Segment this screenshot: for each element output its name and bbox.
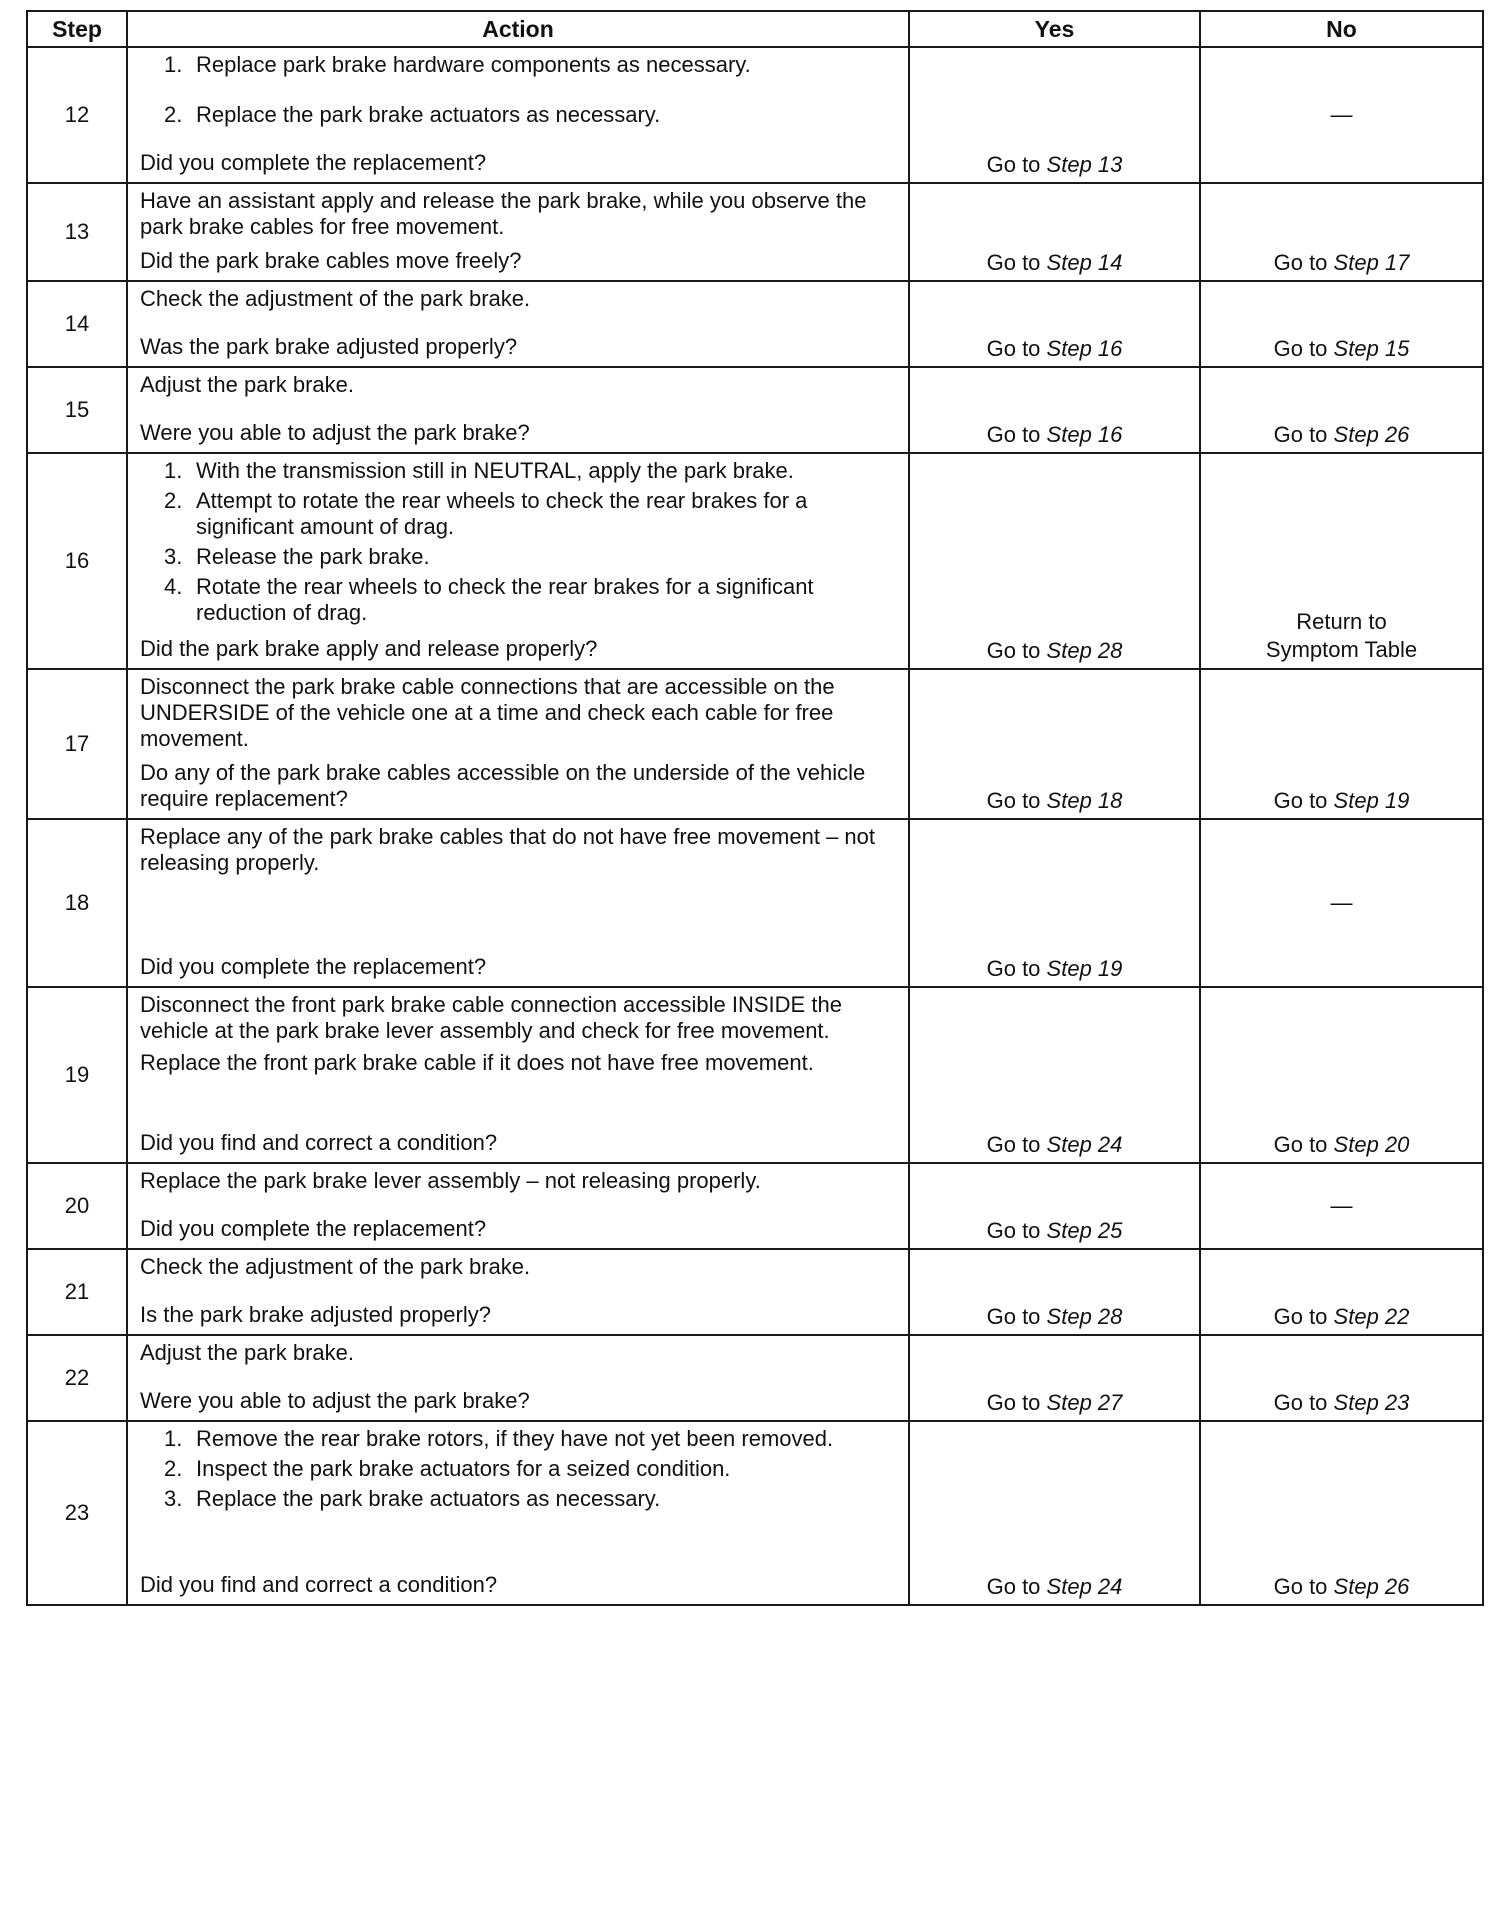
no-cell [1200, 281, 1483, 367]
return-line-1: Return to [1296, 609, 1387, 634]
yes-goto [910, 788, 1199, 814]
action-body [140, 458, 900, 630]
goto-label: Go to [1273, 1132, 1328, 1157]
step-number: 13 [27, 183, 127, 281]
action-cell [127, 1249, 909, 1335]
goto-step: Step 16 [1046, 422, 1123, 447]
action-body [140, 992, 900, 1082]
item-text: Remove the rear brake rotors, if they have not yet been removed. [196, 1426, 834, 1451]
action-question: Were you able to adjust the park brake? [140, 1388, 530, 1413]
no-dash: — [1330, 1193, 1353, 1218]
step-number: 23 [27, 1421, 127, 1605]
step-number: 12 [27, 47, 127, 183]
goto-step: Step 18 [1046, 788, 1123, 813]
action-cell [127, 1421, 909, 1605]
item-number: 1. [164, 1426, 183, 1451]
action-paragraph: Adjust the park brake. [140, 372, 355, 397]
yes-cell [909, 183, 1200, 281]
step-number: 17 [27, 669, 127, 819]
goto-step: Step 14 [1046, 250, 1123, 275]
goto-step: Step 22 [1333, 1304, 1410, 1329]
yes-cell [909, 1163, 1200, 1249]
goto-step: Step 28 [1046, 1304, 1123, 1329]
no-goto [1201, 788, 1482, 814]
no-goto [1201, 1132, 1482, 1158]
no-cell [1200, 367, 1483, 453]
action-cell [127, 281, 909, 367]
action-body [140, 1254, 900, 1286]
action-question: Was the park brake adjusted properly? [140, 334, 518, 359]
yes-cell [909, 987, 1200, 1163]
item-text: Replace the park brake actuators as necessary. [196, 1486, 661, 1511]
action-question: Did the park brake cables move freely? [140, 248, 522, 273]
table-row [27, 987, 1483, 1163]
action-content [140, 52, 900, 176]
yes-cell [909, 1421, 1200, 1605]
yes-goto [910, 638, 1199, 664]
item-number: 2. [164, 1456, 183, 1481]
no-cell [1200, 47, 1483, 183]
goto-step: Step 15 [1333, 336, 1410, 361]
goto-step: Step 24 [1046, 1132, 1123, 1157]
action-question: Were you able to adjust the park brake? [140, 420, 530, 445]
no-goto [1201, 1390, 1482, 1416]
no-goto [1201, 336, 1482, 362]
diagnostic-table-page [26, 10, 1482, 1606]
action-step-item [164, 488, 900, 540]
step-number: 16 [27, 453, 127, 669]
action-content [140, 674, 900, 812]
header-yes: Yes [909, 11, 1200, 47]
action-step-item [164, 458, 900, 484]
yes-cell [909, 367, 1200, 453]
no-cell [1200, 987, 1483, 1163]
action-question: Did the park brake apply and release properly? [140, 636, 598, 661]
step-number: 14 [27, 281, 127, 367]
action-step-item [164, 574, 900, 626]
no-goto [1201, 250, 1482, 276]
action-paragraph: Check the adjustment of the park brake. [140, 286, 531, 311]
table-row [27, 819, 1483, 987]
action-paragraph: Disconnect the front park brake cable connection accessible INSIDE the vehicle at the park brake lever assembly and check for free movement. [140, 992, 842, 1043]
goto-label: Go to [986, 422, 1041, 447]
item-text: With the transmission still in NEUTRAL, apply the park brake. [196, 458, 794, 483]
item-text: Attempt to rotate the rear wheels to check the rear brakes for a significant amount of drag. [196, 488, 808, 539]
yes-goto [910, 1574, 1199, 1600]
return-to-symptom-table [1201, 608, 1482, 664]
action-body [140, 674, 900, 758]
no-cell [1200, 1335, 1483, 1421]
goto-step: Step 24 [1046, 1574, 1123, 1599]
header-action: Action [127, 11, 909, 47]
step-number: 19 [27, 987, 127, 1163]
yes-goto [910, 152, 1199, 178]
yes-goto [910, 336, 1199, 362]
action-body [140, 1340, 900, 1372]
yes-cell [909, 819, 1200, 987]
goto-label: Go to [986, 336, 1041, 361]
action-content [140, 824, 900, 980]
no-cell [1200, 669, 1483, 819]
goto-step: Step 19 [1333, 788, 1410, 813]
header-no: No [1200, 11, 1483, 47]
goto-label: Go to [986, 788, 1041, 813]
yes-cell [909, 281, 1200, 367]
goto-label: Go to [986, 1218, 1041, 1243]
item-number: 1. [164, 52, 183, 77]
action-question: Did you complete the replacement? [140, 954, 487, 979]
no-cell [1200, 453, 1483, 669]
action-paragraph: Disconnect the park brake cable connections that are accessible on the UNDERSIDE of the vehicle one at a time and check each cable for free movement. [140, 674, 835, 751]
action-content [140, 1168, 900, 1242]
action-body [140, 52, 900, 132]
no-goto [1201, 422, 1482, 448]
yes-goto [910, 1304, 1199, 1330]
goto-step: Step 16 [1046, 336, 1123, 361]
goto-label: Go to [986, 250, 1041, 275]
goto-step: Step 23 [1333, 1390, 1410, 1415]
yes-cell [909, 669, 1200, 819]
action-body [140, 1426, 900, 1516]
goto-label: Go to [1273, 1304, 1328, 1329]
action-paragraph: Replace the front park brake cable if it does not have free movement. [140, 1050, 814, 1075]
goto-label: Go to [1273, 1574, 1328, 1599]
action-question: Did you find and correct a condition? [140, 1572, 498, 1597]
table-row [27, 1421, 1483, 1605]
action-question: Do any of the park brake cables accessible on the underside of the vehicle require replacement? [140, 760, 866, 811]
step-number: 18 [27, 819, 127, 987]
action-cell [127, 669, 909, 819]
step-number: 20 [27, 1163, 127, 1249]
action-step-item [164, 1456, 900, 1482]
return-line-2: Symptom Table [1265, 637, 1418, 662]
yes-goto [910, 1390, 1199, 1416]
goto-step: Step 25 [1046, 1218, 1123, 1243]
no-cell [1200, 1421, 1483, 1605]
action-cell [127, 183, 909, 281]
action-body [140, 1168, 900, 1200]
action-paragraph: Replace any of the park brake cables that do not have free movement – not releasing properly. [140, 824, 876, 875]
action-step-item [164, 1426, 900, 1452]
goto-label: Go to [986, 1390, 1041, 1415]
goto-label: Go to [986, 152, 1041, 177]
item-number: 1. [164, 458, 183, 483]
action-question: Is the park brake adjusted properly? [140, 1302, 491, 1327]
action-content [140, 286, 900, 360]
item-number: 2. [164, 102, 183, 127]
goto-label: Go to [986, 638, 1041, 663]
item-number: 3. [164, 1486, 183, 1511]
no-goto [1201, 1304, 1482, 1330]
table-row [27, 281, 1483, 367]
table-row [27, 47, 1483, 183]
yes-cell [909, 453, 1200, 669]
item-number: 3. [164, 544, 183, 569]
no-cell [1200, 183, 1483, 281]
no-goto [1201, 1574, 1482, 1600]
no-dash: — [1330, 890, 1353, 915]
table-row [27, 669, 1483, 819]
goto-step: Step 28 [1046, 638, 1123, 663]
goto-step: Step 27 [1046, 1390, 1123, 1415]
action-body [140, 824, 900, 882]
no-dash: — [1330, 102, 1353, 127]
goto-step: Step 13 [1046, 152, 1123, 177]
no-cell [1200, 1163, 1483, 1249]
goto-step: Step 26 [1333, 422, 1410, 447]
action-step-item [164, 52, 900, 78]
header-row [27, 11, 1483, 47]
table-row [27, 1163, 1483, 1249]
action-step-item [164, 544, 900, 570]
header-step: Step [27, 11, 127, 47]
action-question: Did you complete the replacement? [140, 1216, 487, 1241]
action-step-item [164, 102, 900, 128]
action-content [140, 188, 900, 274]
goto-label: Go to [1273, 336, 1328, 361]
goto-step: Step 19 [1046, 956, 1123, 981]
yes-cell [909, 1335, 1200, 1421]
goto-label: Go to [1273, 788, 1328, 813]
diagnostic-table [26, 10, 1484, 1606]
action-content [140, 1254, 900, 1328]
no-cell [1200, 819, 1483, 987]
action-body [140, 372, 900, 404]
yes-cell [909, 47, 1200, 183]
goto-label: Go to [1273, 1390, 1328, 1415]
item-text: Release the park brake. [196, 544, 430, 569]
action-cell [127, 1335, 909, 1421]
step-number: 21 [27, 1249, 127, 1335]
action-content [140, 1426, 900, 1598]
item-number: 2. [164, 488, 183, 513]
yes-goto [910, 1132, 1199, 1158]
table-row [27, 1335, 1483, 1421]
goto-step: Step 26 [1333, 1574, 1410, 1599]
action-cell [127, 1163, 909, 1249]
goto-label: Go to [986, 1304, 1041, 1329]
action-cell [127, 47, 909, 183]
yes-goto [910, 250, 1199, 276]
item-number: 4. [164, 574, 183, 599]
action-body [140, 286, 900, 318]
action-cell [127, 367, 909, 453]
yes-cell [909, 1249, 1200, 1335]
action-step-item [164, 1486, 900, 1512]
action-body [140, 188, 900, 246]
goto-label: Go to [986, 956, 1041, 981]
action-content [140, 992, 900, 1156]
step-number: 15 [27, 367, 127, 453]
item-text: Rotate the rear wheels to check the rear brakes for a significant reduction of drag. [196, 574, 814, 625]
action-cell [127, 987, 909, 1163]
action-paragraph: Check the adjustment of the park brake. [140, 1254, 531, 1279]
item-text: Replace park brake hardware components as necessary. [196, 52, 751, 77]
action-content [140, 372, 900, 446]
action-paragraph: Adjust the park brake. [140, 1340, 355, 1365]
goto-step: Step 20 [1333, 1132, 1410, 1157]
step-number: 22 [27, 1335, 127, 1421]
goto-label: Go to [1273, 250, 1328, 275]
table-row [27, 183, 1483, 281]
item-text: Inspect the park brake actuators for a seized condition. [196, 1456, 731, 1481]
goto-label: Go to [1273, 422, 1328, 447]
table-row [27, 367, 1483, 453]
item-text: Replace the park brake actuators as necessary. [196, 102, 661, 127]
table-row [27, 453, 1483, 669]
action-content [140, 458, 900, 662]
no-cell [1200, 1249, 1483, 1335]
action-question: Did you find and correct a condition? [140, 1130, 498, 1155]
goto-step: Step 17 [1333, 250, 1410, 275]
action-paragraph: Replace the park brake lever assembly – not releasing properly. [140, 1168, 761, 1193]
action-cell [127, 453, 909, 669]
action-cell [127, 819, 909, 987]
goto-label: Go to [986, 1132, 1041, 1157]
goto-label: Go to [986, 1574, 1041, 1599]
action-paragraph: Have an assistant apply and release the park brake, while you observe the park brake cables for free movement. [140, 188, 867, 239]
table-row [27, 1249, 1483, 1335]
action-question: Did you complete the replacement? [140, 150, 487, 175]
action-content [140, 1340, 900, 1414]
yes-goto [910, 1218, 1199, 1244]
yes-goto [910, 422, 1199, 448]
yes-goto [910, 956, 1199, 982]
